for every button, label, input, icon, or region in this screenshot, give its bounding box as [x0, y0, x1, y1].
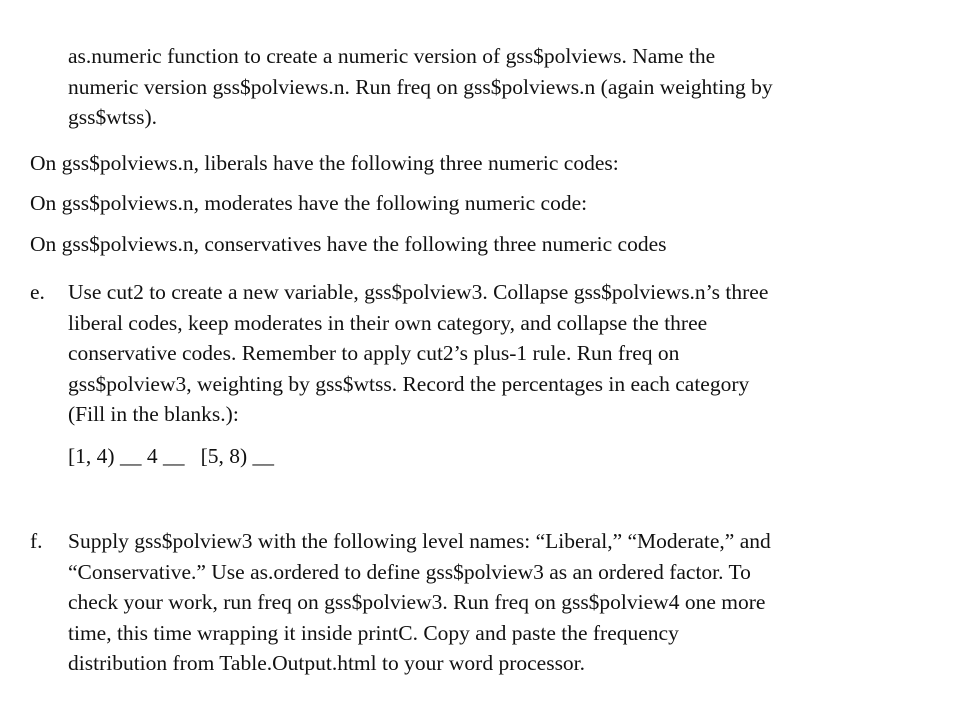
continuation-paragraph [68, 41, 773, 133]
statement-conservatives: On gss$polviews.n, conservatives have the following three numeric codes [30, 232, 667, 256]
item-e-marker: e. [30, 280, 45, 304]
item-f-line-3: check your work, run freq on gss$polview3. Run freq on gss$polview4 one more [68, 590, 766, 614]
item-e-text [68, 277, 768, 430]
item-e-line-5: (Fill in the blanks.): [68, 402, 239, 426]
item-e-line-2: liberal codes, keep moderates in their own category, and collapse the three [68, 310, 708, 335]
item-e-line-3: conservative codes. Remember to apply cut2’s plus-1 rule. Run freq on [68, 341, 680, 365]
item-f-line-5: distribution from Table.Output.html to your word processor. [68, 651, 586, 675]
item-e-line-1: Use cut2 to create a new variable, gss$polview3. Collapse gss$polviews.n’s three [68, 280, 769, 304]
item-e-line-4: gss$polview3, weighting by gss$wtss. Record the percentages in each category [68, 371, 750, 396]
item-f-line-2: “Conservative.” Use as.ordered to define gss$polview3 as an ordered factor. To [68, 559, 751, 584]
continuation-line-1: as.numeric function to create a numeric version of gss$polviews. Name the [68, 44, 716, 68]
statement-moderates: On gss$polviews.n, moderates have the following numeric code: [30, 191, 588, 215]
continuation-line-2: numeric version gss$polviews.n. Run freq on gss$polviews.n (again weighting by [68, 74, 773, 99]
continuation-line-3: gss$wtss). [68, 105, 158, 129]
statement-liberals: On gss$polviews.n, liberals have the following three numeric codes: [30, 151, 619, 175]
item-f-line-1: Supply gss$polview3 with the following level names: “Liberal,” “Moderate,” and [68, 529, 771, 553]
item-f-text [68, 526, 771, 679]
item-e-answer-blanks: [1, 4) __ 4 __ [5, 8) __ [68, 444, 275, 468]
item-f-line-4: time, this time wrapping it inside printC. Copy and paste the frequency [68, 620, 679, 645]
item-f-marker: f. [30, 529, 43, 553]
